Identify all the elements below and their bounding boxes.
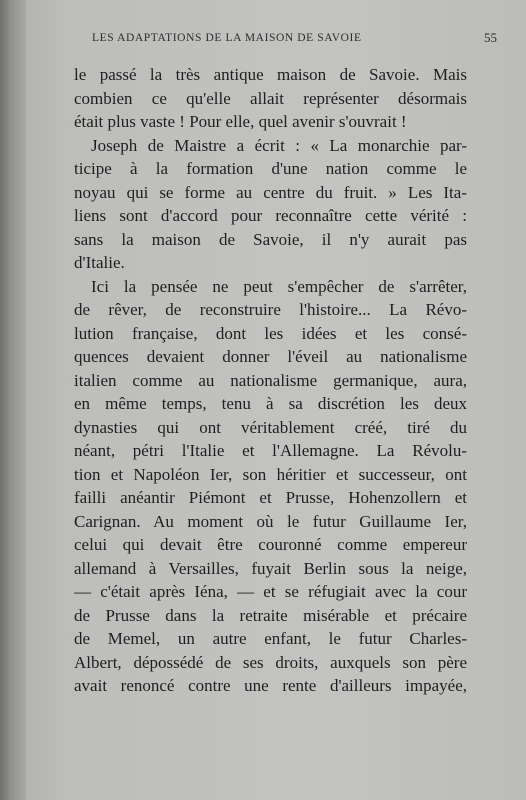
book-page: [26, 0, 526, 800]
text-line: le passé la très antique maison de Savoie. Mais: [74, 65, 467, 84]
text-line: tion et Napoléon Ier, son héritier et successeur, ont: [74, 464, 467, 484]
text-line: de rêver, de reconstruire l'histoire... La Révo-: [74, 300, 467, 319]
text-line: — c'était après Iéna, — et se réfugiait avec la cour: [74, 582, 467, 601]
text-line: italien comme au nationalisme germanique, aura,: [74, 370, 467, 390]
book-gutter-shadow: [0, 0, 26, 800]
text-line: noyau qui se forme au centre du fruit. » Les Ita-: [74, 182, 467, 202]
text-line: Albert, dépossédé de ses droits, auxquels son père: [74, 652, 467, 672]
text-line: Carignan. Au moment où le futur Guillaume Ier,: [74, 511, 467, 531]
text-line: celui qui devait être couronné comme empereur: [74, 535, 467, 554]
text-line: failli anéantir Piémont et Prusse, Hohenzollern et: [74, 488, 467, 507]
text-line: Ici la pensée ne peut s'empêcher de s'arrêter,: [91, 276, 467, 296]
text-line: de Memel, un autre enfant, le futur Charles-: [74, 629, 467, 648]
text-line: néant, pétri l'Italie et l'Allemagne. La Révolu-: [74, 441, 467, 460]
text-line: liens sont d'accord pour reconnaître cette vérité :: [74, 206, 467, 225]
body-text: [74, 63, 467, 698]
text-line: lution française, dont les idées et les consé-: [74, 323, 467, 343]
text-line: de Prusse dans la retraite misérable et précaire: [74, 605, 467, 625]
text-line: dynasties qui ont véritablement créé, tiré du: [74, 417, 467, 437]
text-line: en même temps, tenu à sa discrétion les deux: [74, 394, 467, 413]
running-head: LES ADAPTATIONS DE LA MAISON DE SAVOIE: [92, 32, 362, 44]
text-line: d'Italie.: [74, 253, 125, 272]
page-number: 55: [484, 30, 497, 45]
text-line: sans la maison de Savoie, il n'y aurait pas: [74, 229, 467, 249]
text-line: combien ce qu'elle allait représenter désormais: [74, 88, 467, 108]
text-line: ticipe à la formation d'une nation comme le: [74, 159, 467, 178]
text-line: était plus vaste ! Pour elle, quel avenir s'ouvrait !: [74, 112, 407, 131]
page-header: [92, 28, 497, 48]
text-line: allemand à Versailles, fuyait Berlin sous la neige,: [74, 558, 467, 578]
text-line: avait renoncé contre une rente d'ailleurs impayée,: [74, 676, 467, 695]
text-line: quences devaient donner l'éveil au nationalisme: [74, 347, 467, 366]
text-line: Joseph de Maistre a écrit : « La monarchie par-: [91, 135, 467, 155]
